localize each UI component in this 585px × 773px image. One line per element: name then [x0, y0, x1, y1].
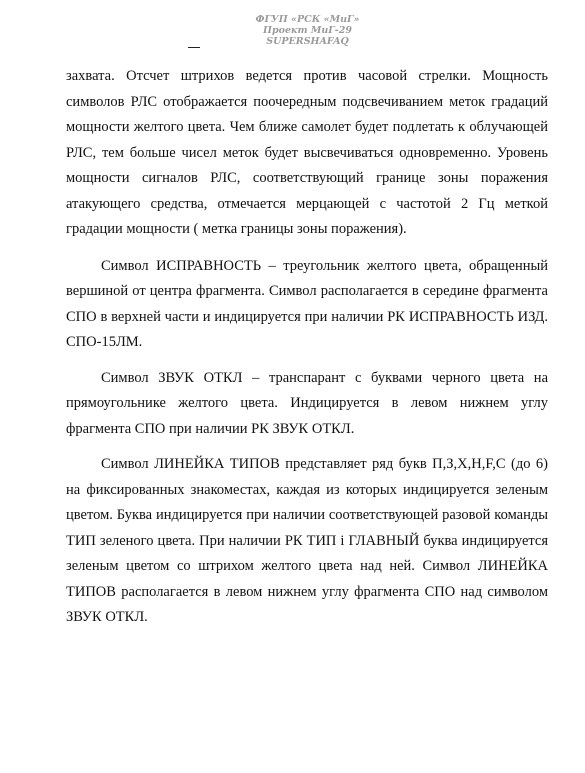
paragraph-symbol-sound-off: Символ ЗВУК ОТКЛ – транспарант с буквами черного цвета на прямоугольнике желтого цвета. Индицируется в левом нижнем углу фрагмента СПО при наличии РК ЗВУК ОТКЛ. [66, 369, 548, 437]
document-body [66, 64, 548, 641]
header-code: SUPERSHAFAQ [266, 36, 349, 47]
header-project: Проект МиГ-29 [263, 25, 352, 36]
paragraph-rls-power: захвата. Отсчет штрихов ведется против часовой стрелки. Мощность символов РЛС отображается поочередным подсвечиванием меток градаций мощности желтого цвета. Чем ближе самолет будет подлетать к облучающей РЛС, тем больше чисел меток будет высвечиваться одновременно. Уровень мощности сигналов РЛС, соответствующий границе зоны поражения атакующего средства, отмечается мерцающей с частотой 2 Гц меткой градации мощности ( метка границы зоны поражения). [66, 68, 548, 237]
page-header [200, 14, 415, 47]
header-dash [188, 47, 200, 48]
paragraph-symbol-serviceability: Символ ИСПРАВНОСТЬ – треугольник желтого цвета, обращенный вершиной от центра фрагмента. Символ располагается в середине фрагмента СПО в верхней части и индицируется при наличии РК ИСПРАВНОСТЬ ИЗД. СПО-15ЛМ. [66, 257, 548, 350]
header-organization: ФГУП «РСК «МиГ» [255, 14, 360, 25]
paragraph-symbol-type-ruler: Символ ЛИНЕЙКА ТИПОВ представляет ряд букв П,З,Х,Н,F,С (до 6) на фиксированных знакоместах, каждая из которых индицируется зеленым цветом. Буква индицируется при наличии соответствующей разовой команды ТИП зеленого цвета. При наличии РК ТИП і ГЛАВНЫЙ буква индицируется зеленым цветом со штрихом желтого цвета над ней. Символ ЛИНЕЙКА ТИПОВ располагается в левом нижнем углу фрагмента СПО над символом ЗВУК ОТКЛ. [66, 456, 548, 625]
